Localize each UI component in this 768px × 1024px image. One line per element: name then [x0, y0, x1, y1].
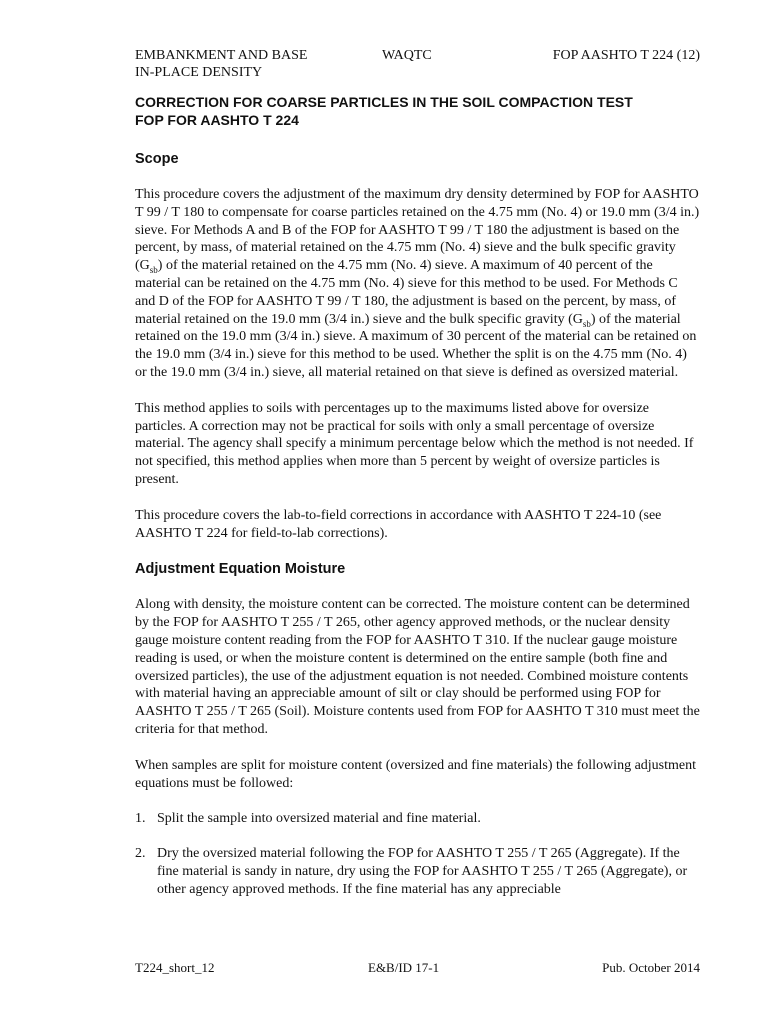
scope-paragraph-1 [135, 186, 700, 382]
scope-p1-part-a: This procedure covers the adjustment of the maximum dry density determined by FOP for AASHTO T 99 / T 180 to compensate for coarse particles retained on the 4.75 mm (No. 4) or 19.0 mm (3/4 in.) sieve. For Methods A and B of the FOP for AASHTO T 99 / T 180 the adjustment is based on the percent, by mass, of material retained on the 4.75 mm (No. 4) sieve and the bulk specific gravity (G [135, 187, 700, 274]
header-left-line2: IN-PLACE DENSITY [135, 65, 263, 80]
gsb-subscript-2: sb [582, 318, 591, 329]
header-document-id: FOP AASHTO T 224 (12) [552, 48, 700, 63]
list-item [135, 845, 700, 898]
step-number: 1. [135, 811, 146, 827]
document-body [135, 93, 700, 916]
step-number: 2. [135, 846, 146, 862]
moisture-paragraph-2: When samples are split for moisture content (oversized and fine materials) the following adjustment equations must be followed: [135, 757, 696, 791]
scope-paragraph-3: This procedure covers the lab-to-field corrections in accordance with AASHTO T 224-10 (see AASHTO T 224 for field-to-lab corrections). [135, 507, 662, 541]
footer-file-name: T224_short_12 [135, 960, 215, 975]
header-left-line1: EMBANKMENT AND BASE [135, 48, 308, 63]
header-section-title [135, 47, 307, 81]
scope-p1-part-b: ) of the material retained on the 4.75 mm (No. 4) sieve. A maximum of 40 percent of the material can be retained on the 4.75 mm (No. 4) sieve for this method to be used. For Methods C and D of the FOP for AASHTO T 99 / T 180, the adjustment is based on the percent, by mass, of material retained on the 19.0 mm (3/4 in.) sieve and the bulk specific gravity (G [135, 258, 678, 327]
footer-page-number: E&B/ID 17-1 [368, 960, 440, 975]
list-item [135, 810, 700, 828]
title-line2: FOP FOR AASHTO T 224 [135, 112, 299, 128]
step-text: Split the sample into oversized material and fine material. [157, 811, 481, 827]
scope-heading: Scope [135, 151, 179, 167]
gsb-subscript-1: sb [149, 264, 158, 275]
moisture-heading: Adjustment Equation Moisture [135, 561, 346, 578]
procedure-steps [135, 810, 700, 898]
footer-publication-date: Pub. October 2014 [602, 960, 700, 975]
page-title [135, 93, 700, 129]
scope-paragraph-2: This method applies to soils with percentages up to the maximums listed above for oversize particles. A correction may not be practical for soils with only a small percentage of oversize material. The agency shall specify a minimum percentage below which the method is not needed. If not specified, this method applies when more than 5 percent by weight of oversize particles is present. [135, 400, 694, 487]
moisture-paragraph-1: Along with density, the moisture content can be corrected. The moisture content can be determined by the FOP for AASHTO T 255 / T 265, other agency approved methods, or the nuclear density gauge moisture content reading from the FOP for AASHTO T 310. If the nuclear gauge moisture reading is used, or when the moisture content is determined on the entire sample (both fine and oversized particles), the use of the adjustment equation is not needed. Combined moisture contents with material having an appreciable amount of silt or clay should be performed using FOP for AASHTO T 255 / T 265 (Soil). Moisture contents used from FOP for AASHTO T 310 must meet the criteria for that method. [135, 597, 700, 737]
header-organization: WAQTC [382, 48, 432, 63]
title-line1: CORRECTION FOR COARSE PARTICLES IN THE SOIL COMPACTION TEST [135, 94, 633, 110]
scope-p1-part-c: ) of the material retained on the 19.0 mm (3/4 in.) sieve. A maximum of 30 percent of the material can be retained on the 19.0 mm (3/4 in.) sieve for this method to be used. Whether the split is on the 4.75 mm (No. 4) or the 19.0 mm (3/4 in.) sieve, all material retained on that sieve is defined as oversized material. [135, 311, 697, 380]
step-text: Dry the oversized material following the FOP for AASHTO T 255 / T 265 (Aggregate). If the fine material is sandy in nature, dry using the FOP for AASHTO T 255 / T 265 (Aggregate), or other agency approved methods. If the fine material has any appreciable [157, 846, 688, 897]
